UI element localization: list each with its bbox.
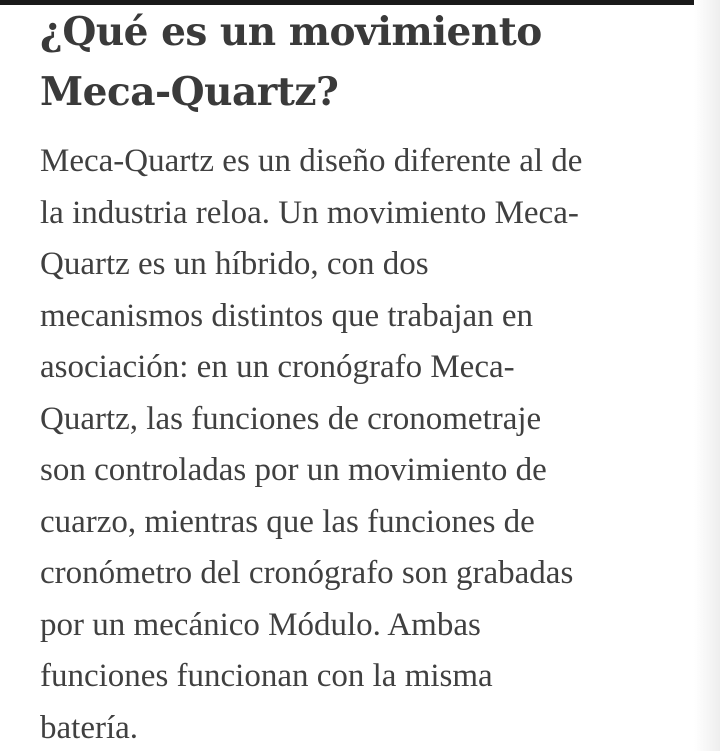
article-heading: ¿Qué es un movimiento Meca-Quartz? [40, 9, 542, 115]
article [40, 2, 680, 751]
article-paragraph: Meca-Quartz es un diseño diferente al de la industria reloa. Un movimiento Meca- Quartz es un híbrido, con dos mecanismos distintos que trabajan en asociación: en un cronógrafo Meca- Quartz, las funciones de cronometraje son controladas por un movimiento de cuarzo, mientras que las funciones de cronómetro del cronógrafo son grabadas por un mecánico Módulo. Ambas funciones funcionan con la misma batería. [40, 143, 583, 746]
scroll-shadow [694, 0, 720, 751]
